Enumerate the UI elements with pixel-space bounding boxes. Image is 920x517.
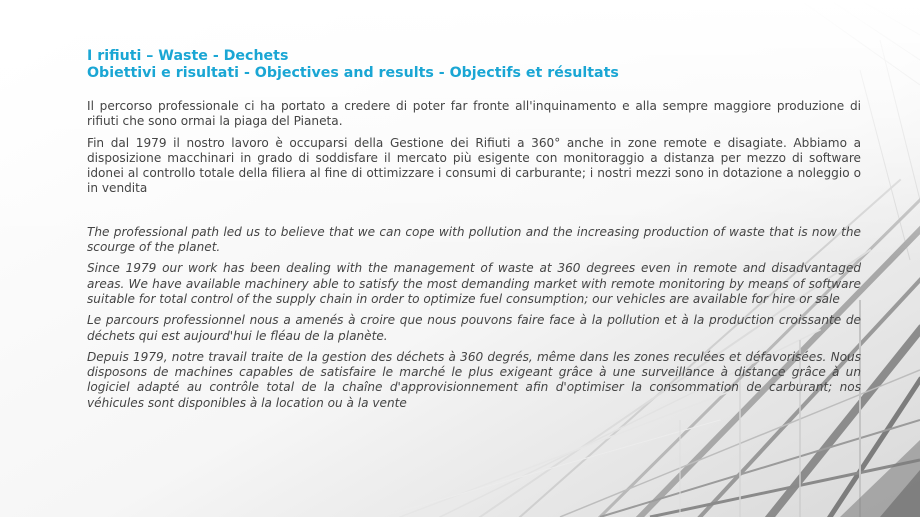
slide-content [87, 48, 861, 417]
paragraph-it-1: Il percorso professionale ci ha portato a credere di poter far fronte all'inquinamento e alla sempre maggiore produzione di rifiuti che sono ormai la piaga del Pianeta. [87, 99, 861, 129]
title-line-1: I rifiuti – Waste - Dechets [87, 48, 289, 64]
paragraph-fr-2: Depuis 1979, notre travail traite de la gestion des déchets à 360 degrés, même dans les zones reculées et défavorisées. Nous disposons de machines capables de satisfaire le marché le plus exigeant grâce à une surveillance à distance grâce à un logiciel adapté au contrôle total de la chaîne d'approvisionnement afin d'optimiser la consommation de carburant; nos véhicules sont disponibles à la location ou à la vente [87, 349, 861, 410]
paragraph-en-1: The professional path led us to believe that we can cope with pollution and the increasing production of waste that is now the scourge of the planet. [87, 224, 861, 255]
slide-body [87, 99, 861, 411]
title-line-2: Obiettivi e risultati - Objectives and results - Objectifs et résultats [87, 65, 619, 81]
paragraph-it-2: Fin dal 1979 il nostro lavoro è occuparsi della Gestione dei Rifiuti a 360° anche in zone remote e disagiate. Abbiamo a disposizione macchinari in grado di soddisfare il mercato più esigente con monitoraggio a distanza per mezzo di software idonei al controllo totale della filiera al fine di ottimizzare i consumi di carburante; i nostri mezzi sono in dotazione a noleggio o in vendita [87, 135, 861, 196]
paragraph-fr-1: Le parcours professionnel nous a amenés à croire que nous pouvons faire face à la pollution et à la production croissante de déchets qui est aujourd'hui le fléau de la planète. [87, 313, 861, 343]
slide-title [87, 48, 861, 82]
paragraph-en-2: Since 1979 our work has been dealing with the management of waste at 360 degrees even in remote and disadvantaged areas. We have available machinery able to satisfy the most demanding market with remote monitoring by means of software suitable for total control of the supply chain in order to optimize fuel consumption; our vehicles are available for hire or sale [87, 261, 861, 306]
paragraph-spacer [87, 203, 861, 225]
